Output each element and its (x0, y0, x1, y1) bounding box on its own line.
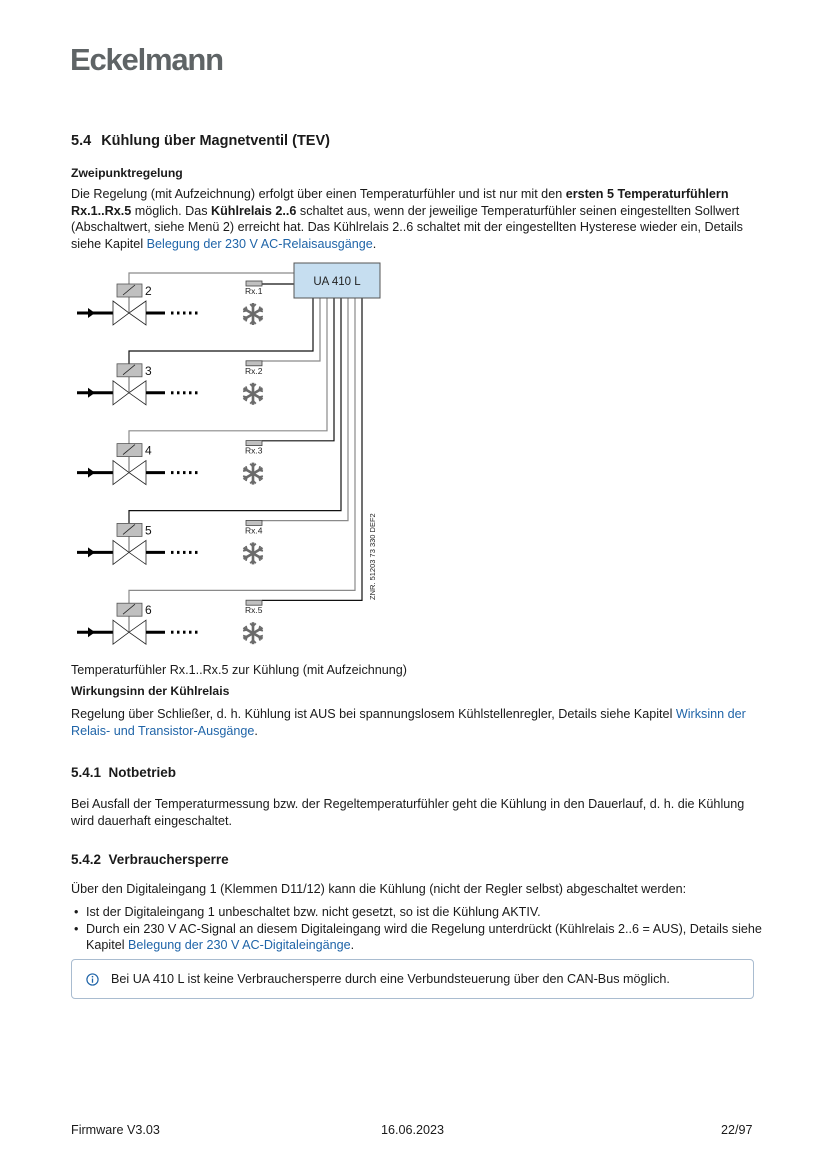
valve-icon (113, 301, 129, 325)
snowflake-branch (243, 390, 247, 391)
dotted-line (195, 551, 198, 554)
controller-label: UA 410 L (313, 276, 361, 288)
intro-bold-relay: Kühlrelais 2..6 (211, 203, 297, 218)
link-relaisausgaenge[interactable]: Belegung der 230 V AC-Relaisausgänge (146, 236, 373, 251)
snowflake-branch (246, 466, 247, 470)
solenoid-icon (117, 284, 142, 297)
notbetrieb-number: 5.4.1 (71, 765, 102, 780)
verbrauchersperre-list (71, 904, 771, 954)
link-digitaleingaenge[interactable]: Belegung der 230 V AC-Digitaleingänge (128, 938, 351, 952)
snowflake-icon (243, 463, 263, 485)
dotted-line (189, 631, 192, 634)
valve-icon (129, 301, 146, 325)
snowflake-branch (259, 477, 260, 481)
sensor-label: Rx.1 (245, 286, 263, 296)
snowflake-branch (246, 386, 247, 390)
valve-icon (129, 620, 146, 644)
solenoid-wire (129, 273, 294, 284)
snowflake-branch (259, 318, 260, 322)
dotted-line (177, 391, 180, 394)
sensor-wire (262, 298, 348, 521)
intro-bold-sensors: ersten 5 Temperaturfühlern Rx.1..Rx.5 (71, 187, 729, 218)
intro-paragraph (71, 186, 761, 252)
snowflake-branch (243, 316, 247, 317)
dotted-line (171, 471, 174, 474)
snowflake-branch (243, 556, 247, 557)
wirkungssinn-paragraph (71, 706, 761, 739)
notbetrieb-title: Notbetrieb (108, 765, 177, 780)
snowflake-branch (259, 557, 260, 561)
dotted-line (171, 551, 174, 554)
wiring-diagram (70, 258, 390, 653)
dotted-line (171, 391, 174, 394)
valve-icon (129, 381, 146, 405)
valve-icon (129, 540, 146, 564)
dotted-line (189, 391, 192, 394)
dotted-line (189, 471, 192, 474)
sensor-wire (262, 298, 334, 441)
valve-icon (113, 461, 129, 485)
solenoid-icon (117, 444, 142, 457)
dotted-line (177, 551, 180, 554)
relay-number: 4 (145, 443, 152, 458)
solenoid-wire (129, 298, 313, 364)
eckelmann-logo: Eckelmann (70, 42, 223, 77)
intro-text-4: . (372, 236, 377, 251)
figure-caption: Temperaturfühler Rx.1..Rx.5 zur Kühlung (mit Aufzeichnung) (71, 663, 407, 677)
snowflake-branch (259, 476, 263, 477)
valve-row (77, 520, 263, 564)
valve-icon (129, 461, 146, 485)
footer-page-number: 22/97 (721, 1123, 753, 1137)
valve-row (77, 600, 263, 644)
snowflake-branch (243, 476, 247, 477)
relay-number: 2 (145, 284, 152, 298)
snowflake-branch (246, 307, 247, 311)
dotted-line (195, 471, 198, 474)
flow-arrow-icon (88, 547, 95, 557)
wirkungssinn-end: . (254, 723, 258, 738)
bullet2-end: . (350, 938, 355, 952)
snowflake-branch (259, 311, 263, 312)
solenoid-wire (129, 298, 327, 444)
dotted-line (189, 312, 192, 315)
dotted-line (177, 312, 180, 315)
snowflake-branch (259, 550, 263, 551)
snowflake-branch (259, 630, 263, 631)
dotted-line (195, 391, 198, 394)
section-title: Kühlung über Magnetventil (TEV) (101, 133, 330, 149)
dotted-line (171, 312, 174, 315)
solenoid-wire (129, 298, 355, 603)
bullet2-text: Durch ein 230 V AC-Signal an diesem Digitaleingang wird die Regelung unterdrückt (Kühlrelais 2..6 = AUS), Details siehe Kapitel (86, 921, 762, 952)
dotted-line (183, 471, 186, 474)
valve-row (77, 441, 263, 485)
dotted-line (183, 312, 186, 315)
snowflake-branch (246, 626, 247, 630)
relay-number: 6 (145, 603, 152, 618)
dotted-line (183, 551, 186, 554)
snowflake-branch (259, 637, 260, 641)
section-number: 5.4 (71, 133, 92, 149)
dotted-line (177, 471, 180, 474)
footer-firmware: Firmware V3.03 (71, 1123, 160, 1137)
solenoid-icon (117, 364, 142, 377)
sensor-wire (262, 298, 362, 600)
dotted-line (171, 631, 174, 634)
snowflake-branch (259, 397, 260, 401)
snowflake-icon (243, 383, 263, 405)
snowflake-branch (243, 311, 247, 312)
sensor-label: Rx.4 (245, 525, 263, 536)
dotted-line (177, 631, 180, 634)
intro-text-2: möglich. Das (131, 203, 211, 218)
verbrauchersperre-title: Verbrauchersperre (108, 852, 229, 867)
snowflake-icon (243, 622, 263, 644)
list-item (71, 921, 771, 954)
link-wirksinn[interactable]: Wirksinn der Relais- und Transistor-Ausgänge (71, 707, 746, 738)
snowflake-branch (243, 636, 247, 637)
valve-icon (113, 381, 129, 405)
info-note (71, 959, 754, 999)
dotted-line (183, 631, 186, 634)
valve-rows (77, 281, 263, 644)
notbetrieb-heading (71, 765, 176, 780)
snowflake-branch (259, 316, 263, 317)
valve-icon (113, 540, 129, 564)
solenoid-icon (117, 523, 142, 536)
relay-number: 5 (145, 523, 152, 538)
valve-row (77, 281, 263, 325)
drawing-number: ZNR. 51203 73 330 DEF2 (368, 513, 377, 600)
valve-icon (113, 620, 129, 644)
flow-arrow-icon (88, 468, 95, 478)
relay-number: 3 (145, 363, 152, 378)
intro-text-3: schaltet aus, wenn der jeweilige Temperaturfühler seinen eingestellten Sollwert (Abschaltwert, siehe Menü 2) erreicht hat. Das Kühlrelais 2..6 schaltet mit der eingestellten Hysterese wieder ein, Details siehe Kapitel (71, 203, 743, 251)
intro-text-1: Die Regelung (mit Aufzeichnung) erfolgt über einen Temperaturfühler und ist nur mit den (71, 187, 566, 201)
flow-arrow-icon (88, 388, 95, 398)
dotted-line (183, 391, 186, 394)
solenoid-wire (129, 298, 341, 523)
footer-date: 16.06.2023 (381, 1123, 445, 1137)
sensor-label: Rx.3 (245, 445, 263, 456)
dotted-line (195, 312, 198, 315)
snowflake-branch (259, 396, 263, 397)
flow-arrow-icon (88, 308, 95, 318)
snowflake-icon (243, 542, 263, 564)
info-icon (86, 973, 99, 986)
dotted-line (195, 631, 198, 634)
snowflake-branch (243, 396, 247, 397)
wirkungssinn-text: Regelung über Schließer, d. h. Kühlung ist AUS bei spannungslosem Kühlstellenregler, Details siehe Kapitel (71, 707, 676, 721)
valve-row (77, 361, 263, 405)
verbrauchersperre-intro: Über den Digitaleingang 1 (Klemmen D11/12) kann die Kühlung (nicht der Regler selbst) abgeschaltet werden: (71, 882, 687, 896)
wirkungssinn-heading: Wirkungsinn der Kühlrelais (71, 684, 230, 698)
info-note-text: Bei UA 410 L ist keine Verbrauchersperre durch eine Verbundsteuerung über den CAN-Bus möglich. (111, 972, 670, 986)
solenoid-icon (117, 603, 142, 616)
verbrauchersperre-heading (71, 852, 229, 867)
verbrauchersperre-number: 5.4.2 (71, 852, 102, 867)
snowflake-icon (243, 303, 263, 325)
snowflake-branch (259, 390, 263, 391)
snowflake-branch (243, 470, 247, 471)
dotted-line (189, 551, 192, 554)
subheading-zweipunktregelung: Zweipunktregelung (71, 166, 183, 180)
snowflake-branch (246, 546, 247, 550)
snowflake-branch (259, 470, 263, 471)
sensor-label: Rx.5 (245, 605, 263, 616)
flow-arrow-icon (88, 627, 95, 637)
list-item: • Ist der Digitaleingang 1 unbeschaltet bzw. nicht gesetzt, so ist die Kühlung AKTIV. (71, 904, 771, 921)
section-heading (71, 133, 330, 149)
sensor-label: Rx.2 (245, 365, 263, 376)
notbetrieb-paragraph: Bei Ausfall der Temperaturmessung bzw. der Regeltemperaturfühler geht die Kühlung in den Dauerlauf, d. h. die Kühlung wird dauerhaft eingeschaltet. (71, 797, 745, 828)
